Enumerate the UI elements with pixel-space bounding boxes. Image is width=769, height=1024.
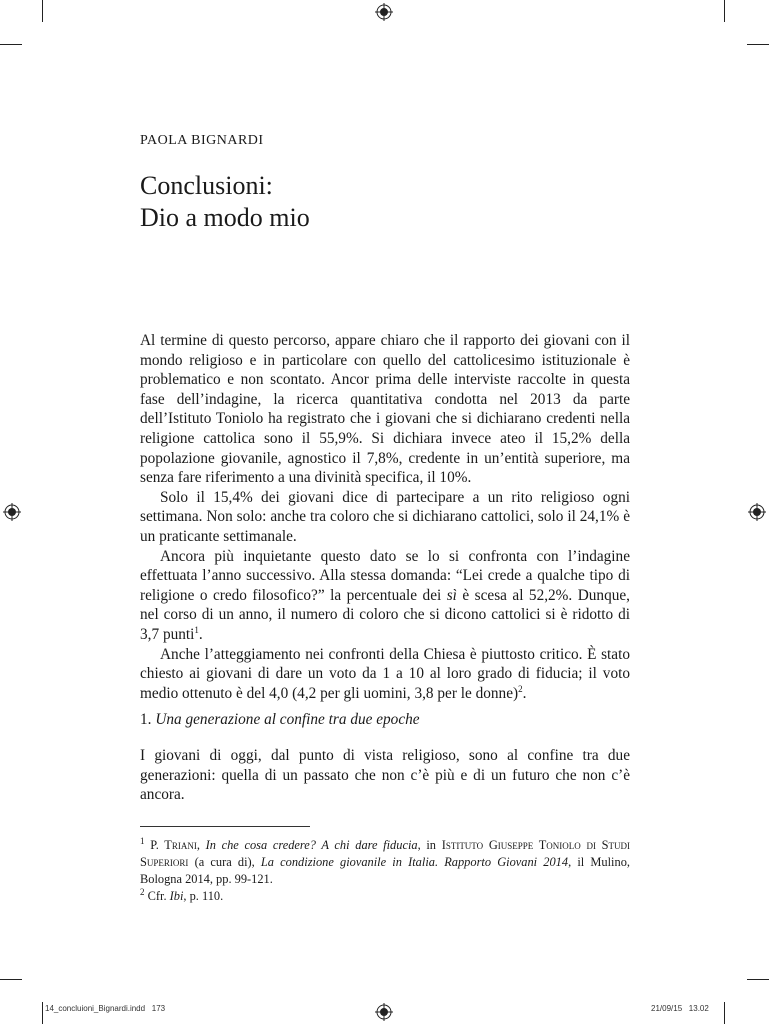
section-heading [140,711,420,729]
slug-timestamp: 21/09/15 13.02 [651,1004,709,1013]
title-line-1: Conclusioni: [140,171,273,200]
crop-mark [0,44,22,45]
author-name: PAOLA BIGNARDI [140,133,264,148]
paragraph-4: Anche l’atteggiamento nei confronti della Chiesa è piuttosto critico. È stato chiesto ai giovani di dare un voto da 1 a 10 al loro grado di fiducia; il voto medio ottenuto è del 4,0 (4,2 per gli uomini, 3,8 per le donne)$^2$. [140,645,630,702]
crop-mark [42,1002,43,1024]
section-paragraph-1: I giovani di oggi, dal punto di vista religioso, sono al confine tra due generazioni: quella di un passato che non c’è più e di un futuro che non c’è ancora. [140,747,630,804]
section-body [140,746,630,805]
crop-mark [42,0,43,22]
footnote-1: $^1$ P. Triani, In che cosa credere? A chi dare fiducia, in Istituto Giuseppe Toniolo di Studi Superiori (a cura di), La condizione giovanile in Italia. Rapporto Giovani 2014, il Mulino, Bologna 2014, pp. 99-121. [140,835,631,886]
section-title: Una generazione al confine tra due epoche [155,711,420,728]
title-line-2: Dio a modo mio [140,203,310,232]
crop-mark [0,979,22,980]
crop-mark [747,44,769,45]
page-title [140,170,310,234]
paragraph-2: Solo il 15,4% dei giovani dice di partecipare a un rito religioso ogni settimana. Non solo: anche tra coloro che si dichiarano cattolici, solo il 24,1% è un praticante settimanale. [140,488,630,545]
crop-mark [747,979,769,980]
paragraph-1: Al termine di questo percorso, appare chiaro che il rapporto dei giovani con il mondo religioso e in particolare con quello del cattolicesimo istituzionale è problematico e non scontato. Ancor prima delle interviste raccolte in questa fase dell’indagine, la ricerca quantitativa condotta nel 2013 da parte dell’Istituto Toniolo ha registrato che i giovani che si dichiarano credenti nella religione cattolica sono il 55,9%. Si dichiara invece ateo il 15,2% della popolazione giovanile, agnostico il 7,8%, credente in un’entità superiore, ma senza fare riferimento a una divinità specifica, il 10%. [140,332,630,487]
registration-mark-icon [375,3,393,21]
paragraph-3: Ancora più inquietante questo dato se lo si confronta con l’indagine effettuata l’anno successivo. Alla stessa domanda: “Lei crede a qualche tipo di religione o credo filosofico?” la percentuale dei sì è scesa al 52,2%. Dunque, nel corso di un anno, il numero di coloro che si dicono cattolici si è ridotto di 3,7 punti$^1$. [140,547,630,643]
footnote-divider [140,826,310,827]
footnotes [140,837,630,905]
footnote-ref-2[interactable]: 2 [518,683,523,694]
body-text [140,331,630,703]
registration-mark-icon [748,503,766,521]
registration-mark-icon [3,503,21,521]
registration-mark-icon [375,1003,393,1021]
footnote-2: $^2$ Cfr. Ibi, p. 110. [140,886,224,903]
footnote-ref-1[interactable]: 1 [194,624,199,635]
slug-filename: 14_concluioni_Bignardi.indd 173 [45,1004,166,1013]
crop-mark [724,1002,725,1024]
section-number: 1. [140,711,152,728]
crop-mark [724,0,725,22]
